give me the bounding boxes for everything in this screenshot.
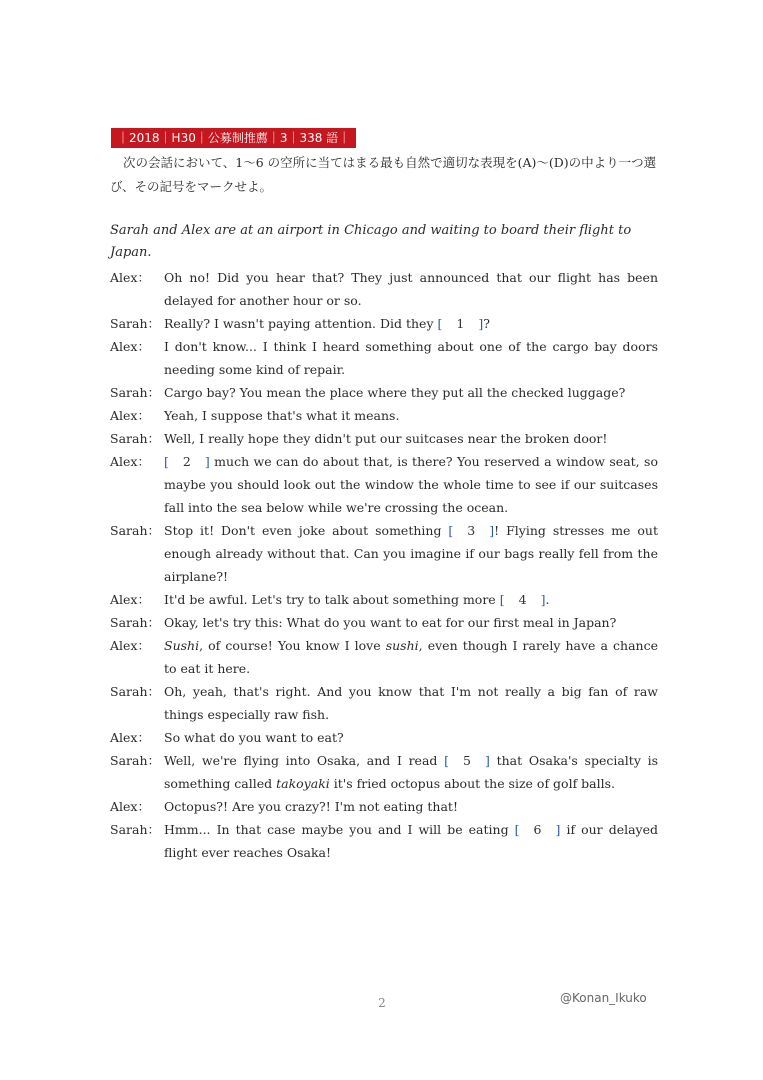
utterance <box>164 634 658 680</box>
speaker-label: Sarah： <box>110 523 160 538</box>
speaker-label: Alex： <box>110 454 150 469</box>
utterance <box>164 818 658 864</box>
utterance-text: . <box>545 592 550 607</box>
utterance-text: Oh, yeah, that's right. And you know that I'm not really a big fan of raw things especially raw fish. <box>164 684 658 722</box>
bracket-close: ] <box>555 822 561 837</box>
utterance <box>164 588 658 611</box>
bracket-close: ] <box>478 316 484 331</box>
speaker-label: Alex： <box>110 270 150 285</box>
utterance-text: Yeah, I suppose that's what it means. <box>164 408 400 423</box>
dialogue-line <box>110 427 658 450</box>
bracket-close: ] <box>489 523 495 538</box>
speaker-label: Sarah： <box>110 431 160 446</box>
answer-blank <box>444 749 490 772</box>
utterance-text: It'd be awful. Let's try to talk about something more <box>164 592 500 607</box>
bracket-open: [ <box>444 753 450 768</box>
utterance-text: I don't know... I think I heard something about one of the cargo bay doors needing some kind of repair. <box>164 339 658 377</box>
speaker-label: Sarah： <box>110 316 160 331</box>
utterance-text: if our delayed flight ever reaches Osaka! <box>164 822 659 860</box>
utterance <box>164 519 658 588</box>
dialogue-line <box>110 266 658 312</box>
utterance-text: Well, we're flying into Osaka, and I read <box>164 753 445 768</box>
speaker-label: Sarah： <box>110 385 160 400</box>
utterance <box>164 450 658 519</box>
utterance-text: , of course! You know I love <box>199 638 386 653</box>
answer-blank <box>164 450 210 473</box>
utterance-text: Stop it! Don't even joke about something <box>164 523 449 538</box>
dialogue <box>110 266 658 864</box>
bracket-open: [ <box>437 316 443 331</box>
blank-number: 5 <box>463 753 471 768</box>
utterance <box>164 312 658 335</box>
dialogue-line <box>110 680 658 726</box>
utterance <box>164 680 658 726</box>
dialogue-line <box>110 404 658 427</box>
answer-blank <box>438 312 484 335</box>
speaker-label: Sarah： <box>110 684 160 699</box>
answer-blank <box>500 588 546 611</box>
dialogue-line <box>110 588 658 611</box>
utterance-text: Oh no! Did you hear that? They just announced that our flight has been delayed for another hour or so. <box>164 270 658 308</box>
dialogue-line <box>110 795 658 818</box>
scene-description: Sarah and Alex are at an airport in Chicago and waiting to board their flight to Japan. <box>110 223 632 260</box>
dialogue-line <box>110 818 658 864</box>
utterance-text: much we can do about that, is there? You reserved a window seat, so maybe you should look out the window the whole time to see if our suitcases fall into the sea below while we're crossing the ocean. <box>164 454 658 515</box>
speaker-label: Alex： <box>110 339 150 354</box>
bracket-open: [ <box>164 454 169 469</box>
utterance <box>164 611 658 634</box>
blank-number: 1 <box>456 316 465 331</box>
speaker-label: Alex： <box>110 592 150 607</box>
italic-term: takoyaki <box>276 776 330 791</box>
dialogue-line <box>110 450 658 519</box>
watermark: @Konan_Ikuko <box>560 991 647 1005</box>
utterance-text: that Osaka's specialty is something called <box>164 753 658 791</box>
blank-number: 4 <box>518 592 527 607</box>
instructions: 次の会話において、1〜6 の空所に当てはまる最も自然で適切な表現を(A)〜(D)の中より一つ選び、その記号をマークせよ。 <box>110 155 657 194</box>
page-number: 2 <box>378 996 386 1010</box>
utterance-text: Really? I wasn't paying attention. Did they <box>164 316 438 331</box>
utterance <box>164 335 658 381</box>
blank-number: 2 <box>182 454 191 469</box>
utterance-text: Well, I really hope they didn't put our suitcases near the broken door! <box>164 431 608 446</box>
utterance-text: it's fried octopus about the size of golf balls. <box>329 776 616 791</box>
speaker-label: Alex： <box>110 799 150 814</box>
answer-blank <box>515 818 561 841</box>
utterance-text: Octopus?! Are you crazy?! I'm not eating that! <box>164 799 458 814</box>
speaker-label: Sarah： <box>110 822 160 837</box>
bracket-open: [ <box>514 822 520 837</box>
source-tag: ｜2018｜H30｜公募制推薦｜3｜338 語｜ <box>111 128 356 148</box>
speaker-label: Sarah： <box>110 615 160 630</box>
bracket-close: ] <box>485 753 490 768</box>
utterance-text: Cargo bay? You mean the place where they put all the checked luggage? <box>164 385 626 400</box>
utterance <box>164 381 658 404</box>
utterance-text: ! Flying stresses me out enough already without that. Can you imagine if our bags really fell from the airplane?! <box>164 523 658 584</box>
utterance <box>164 404 658 427</box>
blank-number: 6 <box>533 822 542 837</box>
utterance <box>164 427 658 450</box>
dialogue-line <box>110 634 658 680</box>
answer-blank <box>448 519 494 542</box>
utterance-text: So what do you want to eat? <box>164 730 344 745</box>
utterance-text: ? <box>483 316 490 331</box>
dialogue-line <box>110 519 658 588</box>
blank-number: 3 <box>467 523 476 538</box>
dialogue-line <box>110 749 658 795</box>
utterance-text: Okay, let's try this: What do you want to eat for our first meal in Japan? <box>164 615 617 630</box>
speaker-label: Alex： <box>110 408 150 423</box>
dialogue-line <box>110 611 658 634</box>
bracket-close: ] <box>204 454 210 469</box>
utterance <box>164 749 658 795</box>
utterance-text: , even though I rarely have a chance to eat it here. <box>164 638 659 676</box>
dialogue-line <box>110 381 658 404</box>
dialogue-line <box>110 335 658 381</box>
utterance <box>164 795 658 818</box>
italic-term: sushi <box>385 638 419 653</box>
bracket-open: [ <box>499 592 505 607</box>
utterance <box>164 266 658 312</box>
dialogue-line <box>110 726 658 749</box>
italic-term: Sushi <box>164 638 200 653</box>
dialogue-line <box>110 312 658 335</box>
bracket-open: [ <box>448 523 454 538</box>
utterance-text: Hmm... In that case maybe you and I will be eating <box>164 822 515 837</box>
speaker-label: Alex： <box>110 730 150 745</box>
speaker-label: Alex： <box>110 638 150 653</box>
bracket-close: ] <box>540 592 546 607</box>
speaker-label: Sarah： <box>110 753 160 768</box>
utterance <box>164 726 658 749</box>
